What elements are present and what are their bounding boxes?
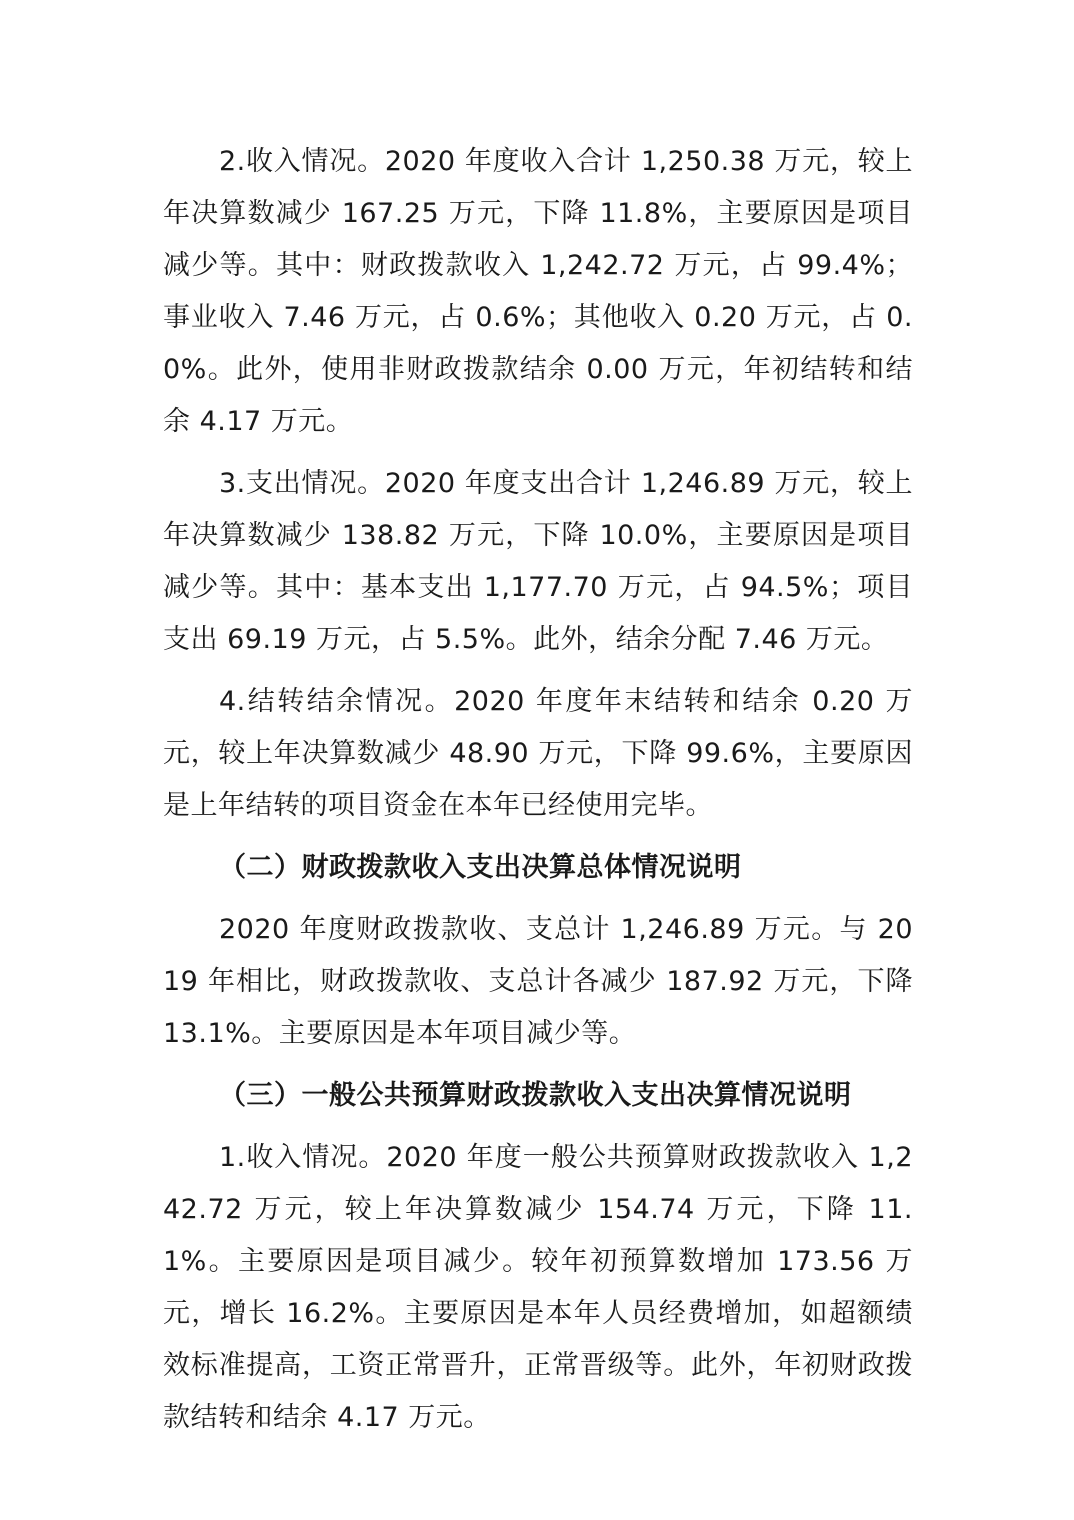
document-body: [163, 136, 913, 1454]
paragraph-fiscal-overall: 2020 年度财政拨款收、支总计 1,246.89 万元。与 2019 年相比，财政拨款收、支总计各减少 187.92 万元，下降 13.1%。主要原因是本年项目减少等。: [163, 914, 913, 1049]
paragraph-expenditure-situation: 3.支出情况。2020 年度支出合计 1,246.89 万元，较上年决算数减少 138.82 万元，下降 10.0%，主要原因是项目减少等。其中：基本支出 1,177.70 万元，占 94.5%；项目支出 69.19 万元，占 5.5%。此外，结余分配 7.46 万元。: [163, 468, 913, 655]
paragraph-income-situation: 2.收入情况。2020 年度收入合计 1,250.38 万元，较上年决算数减少 167.25 万元，下降 11.8%，主要原因是项目减少等。其中：财政拨款收入 1,242.72 万元，占 99.4%；事业收入 7.46 万元，占 0.6%；其他收入 0.20 万元，占 0.0%。此外，使用非财政拨款结余 0.00 万元，年初结转和结余 4.17 万元。: [163, 146, 913, 437]
paragraph-carryover-situation: 4.结转结余情况。2020 年度年末结转和结余 0.20 万元，较上年决算数减少 48.90 万元，下降 99.6%，主要原因是上年结转的项目资金在本年已经使用完毕。: [163, 686, 913, 821]
section-heading-fiscal-overall: （二）财政拨款收入支出决算总体情况说明: [219, 852, 742, 883]
paragraph-general-budget-income: 1.收入情况。2020 年度一般公共预算财政拨款收入 1,242.72 万元，较上年决算数减少 154.74 万元，下降 11.1%。主要原因是项目减少。较年初预算数增加 173.56 万元，增长 16.2%。主要原因是本年人员经费增加，如超额绩效标准提高，工资正常晋升，正常晋级等。此外，年初财政拨款结转和结余 4.17 万元。: [163, 1142, 913, 1433]
section-heading-general-budget: （三）一般公共预算财政拨款收入支出决算情况说明: [219, 1080, 852, 1111]
